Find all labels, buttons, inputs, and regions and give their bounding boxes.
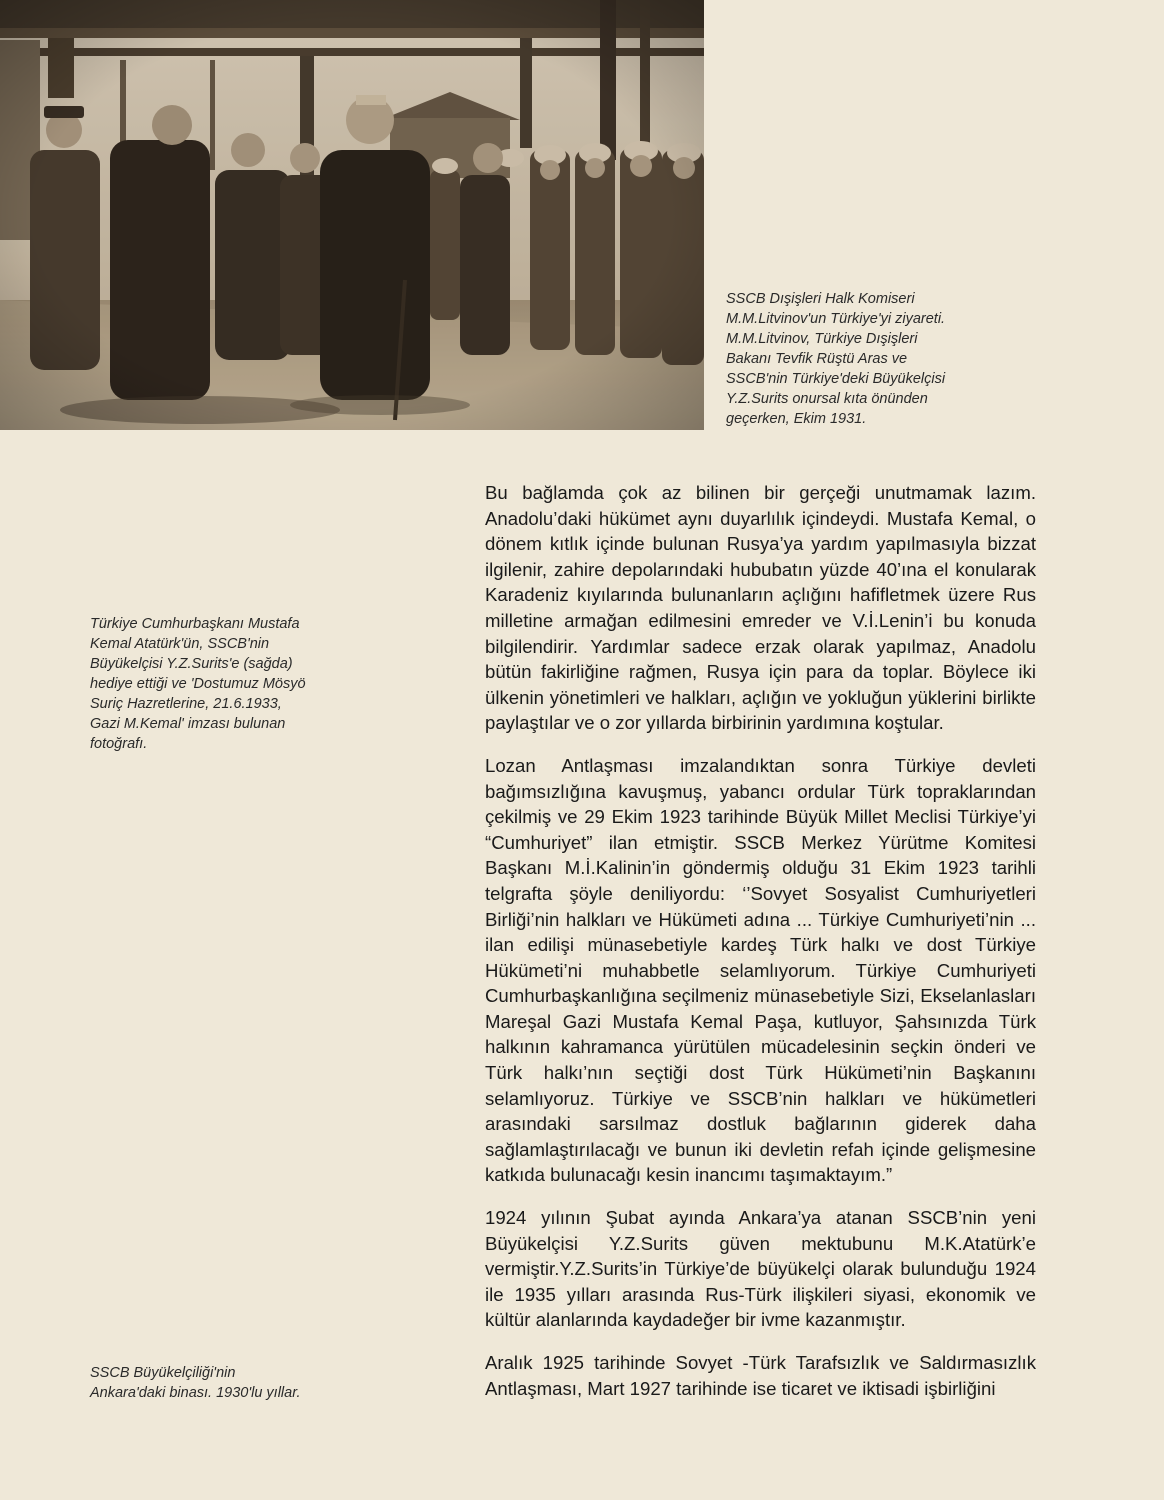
article-body [485, 480, 1036, 1418]
paragraph: Aralık 1925 tarihinde Sovyet -Türk Tarafsızlık ve Saldırmasızlık Antlaşması, Mart 1927 tarihinde ise ticaret ve iktisadi işbirliğini [485, 1352, 1036, 1399]
historical-photo [0, 0, 704, 430]
paragraph: Lozan Antlaşması imzalandıktan sonra Türkiye devleti bağımsızlığına kavuşmuş, yabancı ordular Türk topraklarından çekilmiş ve 29 Ekim 1923 tarihinde Büyük Millet Meclisi Türkiye’yi “Cumhuriyet” ilan etmiştir. SSCB Merkez Yürütme Komitesi Başkanı M.İ.Kalinin’in göndermiş olduğu 31 Ekim 1923 tarihli telgrafta şöyle deniliyordu: ‘’Sovyet Sosyalist Cumhuriyetleri Birliği’nin halkları ve Hükümeti adına ... Türkiye Cumhuriyeti’nin ... ilan edilişi münasebetiyle kardeş Türk halkı ve dost Türkiye Hükümeti’ni muhabbetle selamlıyorum. Türkiye Cumhuriyeti Cumhurbaşkanlığına seçilmeniz münasebetiyle Sizi, Ekselanlasları Mareşal Gazi Mustafa Kemal Paşa, kutluyor, Şahsınızda Türk halkının kahramanca yürütülen mücadelesinin seçkin önderi ve Türk halkı’nın seçtiği dost Türk Hükümeti’nin Başkanını selamlıyoruz. Türkiye ve SSCB’nin halkları ve hükümetleri arasındaki sarsılmaz dostluk bağlarının giderek daha sağlamlaştırılacağı ve bunun iki devletin refah içinde gelişmesine katkıda bulunacağı kesin inancımı taşımaktayım.” [485, 754, 1036, 1186]
paragraph: 1924 yılının Şubat ayında Ankara’ya atanan SSCB’nin yeni Büyükelçisi Y.Z.Surits güven mektubunu M.K.Atatürk’e vermiştir.Y.Z.Surits’in Türkiye’de büyükelçi olarak bulunduğu 1924 ile 1935 yılları arasında Rus-Türk ilişkileri siyasi, ekonomik ve kültür alanlarında kaydadeğer bir ivme kazanmıştır. [485, 1207, 1036, 1331]
paragraph: Bu bağlamda çok az bilinen bir gerçeği unutmamak lazım. Anadolu’daki hükümet aynı duyarlılık içindeydi. Mustafa Kemal, o dönem kıtlık içinde bulunan Rusya’ya yardım yapılmasıyla bizzat ilgilenir, zahire depolarındaki hububatın yüzde 40’ına el konularak Karadeniz kıyılarında bulunanların açlığını hafifletmek üzere Rus milletine armağan edilmesini emreder ve V.İ.Lenin’i bu konuda bilgilendirir. Yardımlar sadece erzak olarak yapılmaz, Anadolu bütün fakirliğine rağmen, Rusya için para da toplar. Böylece iki ülkenin yönetimleri ve halkları, açlığın ve yokluğun yüklerini birlikte paylaştılar ve o zor yıllarda birbirinin yardımına koştular. [485, 482, 1036, 734]
photo-caption-ataturk-gift: Türkiye Cumhurbaşkanı Mustafa Kemal Atatürk'ün, SSCB'nin Büyükelçisi Y.Z.Surits'e (sağda) hediye ettiği ve 'Dostumuz Mösyö Suriç Hazretlerine, 21.6.1933, Gazi M.Kemal' imzası bulunan fotoğrafı. [90, 616, 306, 752]
photo-caption-embassy-building: SSCB Büyükelçiliği'nin Ankara'daki binası. 1930'lu yıllar. [90, 1365, 301, 1401]
historical-photo-icon [0, 0, 704, 430]
photo-caption-litvinov-visit: SSCB Dışişleri Halk Komiseri M.M.Litvinov'un Türkiye'yi ziyareti. M.M.Litvinov, Türkiye Dışişleri Bakanı Tevfik Rüştü Aras ve SSCB'nin Türkiye'deki Büyükelçisi Y.Z.Surits onursal kıta önünden geçerken, Ekim 1931. [726, 291, 946, 427]
